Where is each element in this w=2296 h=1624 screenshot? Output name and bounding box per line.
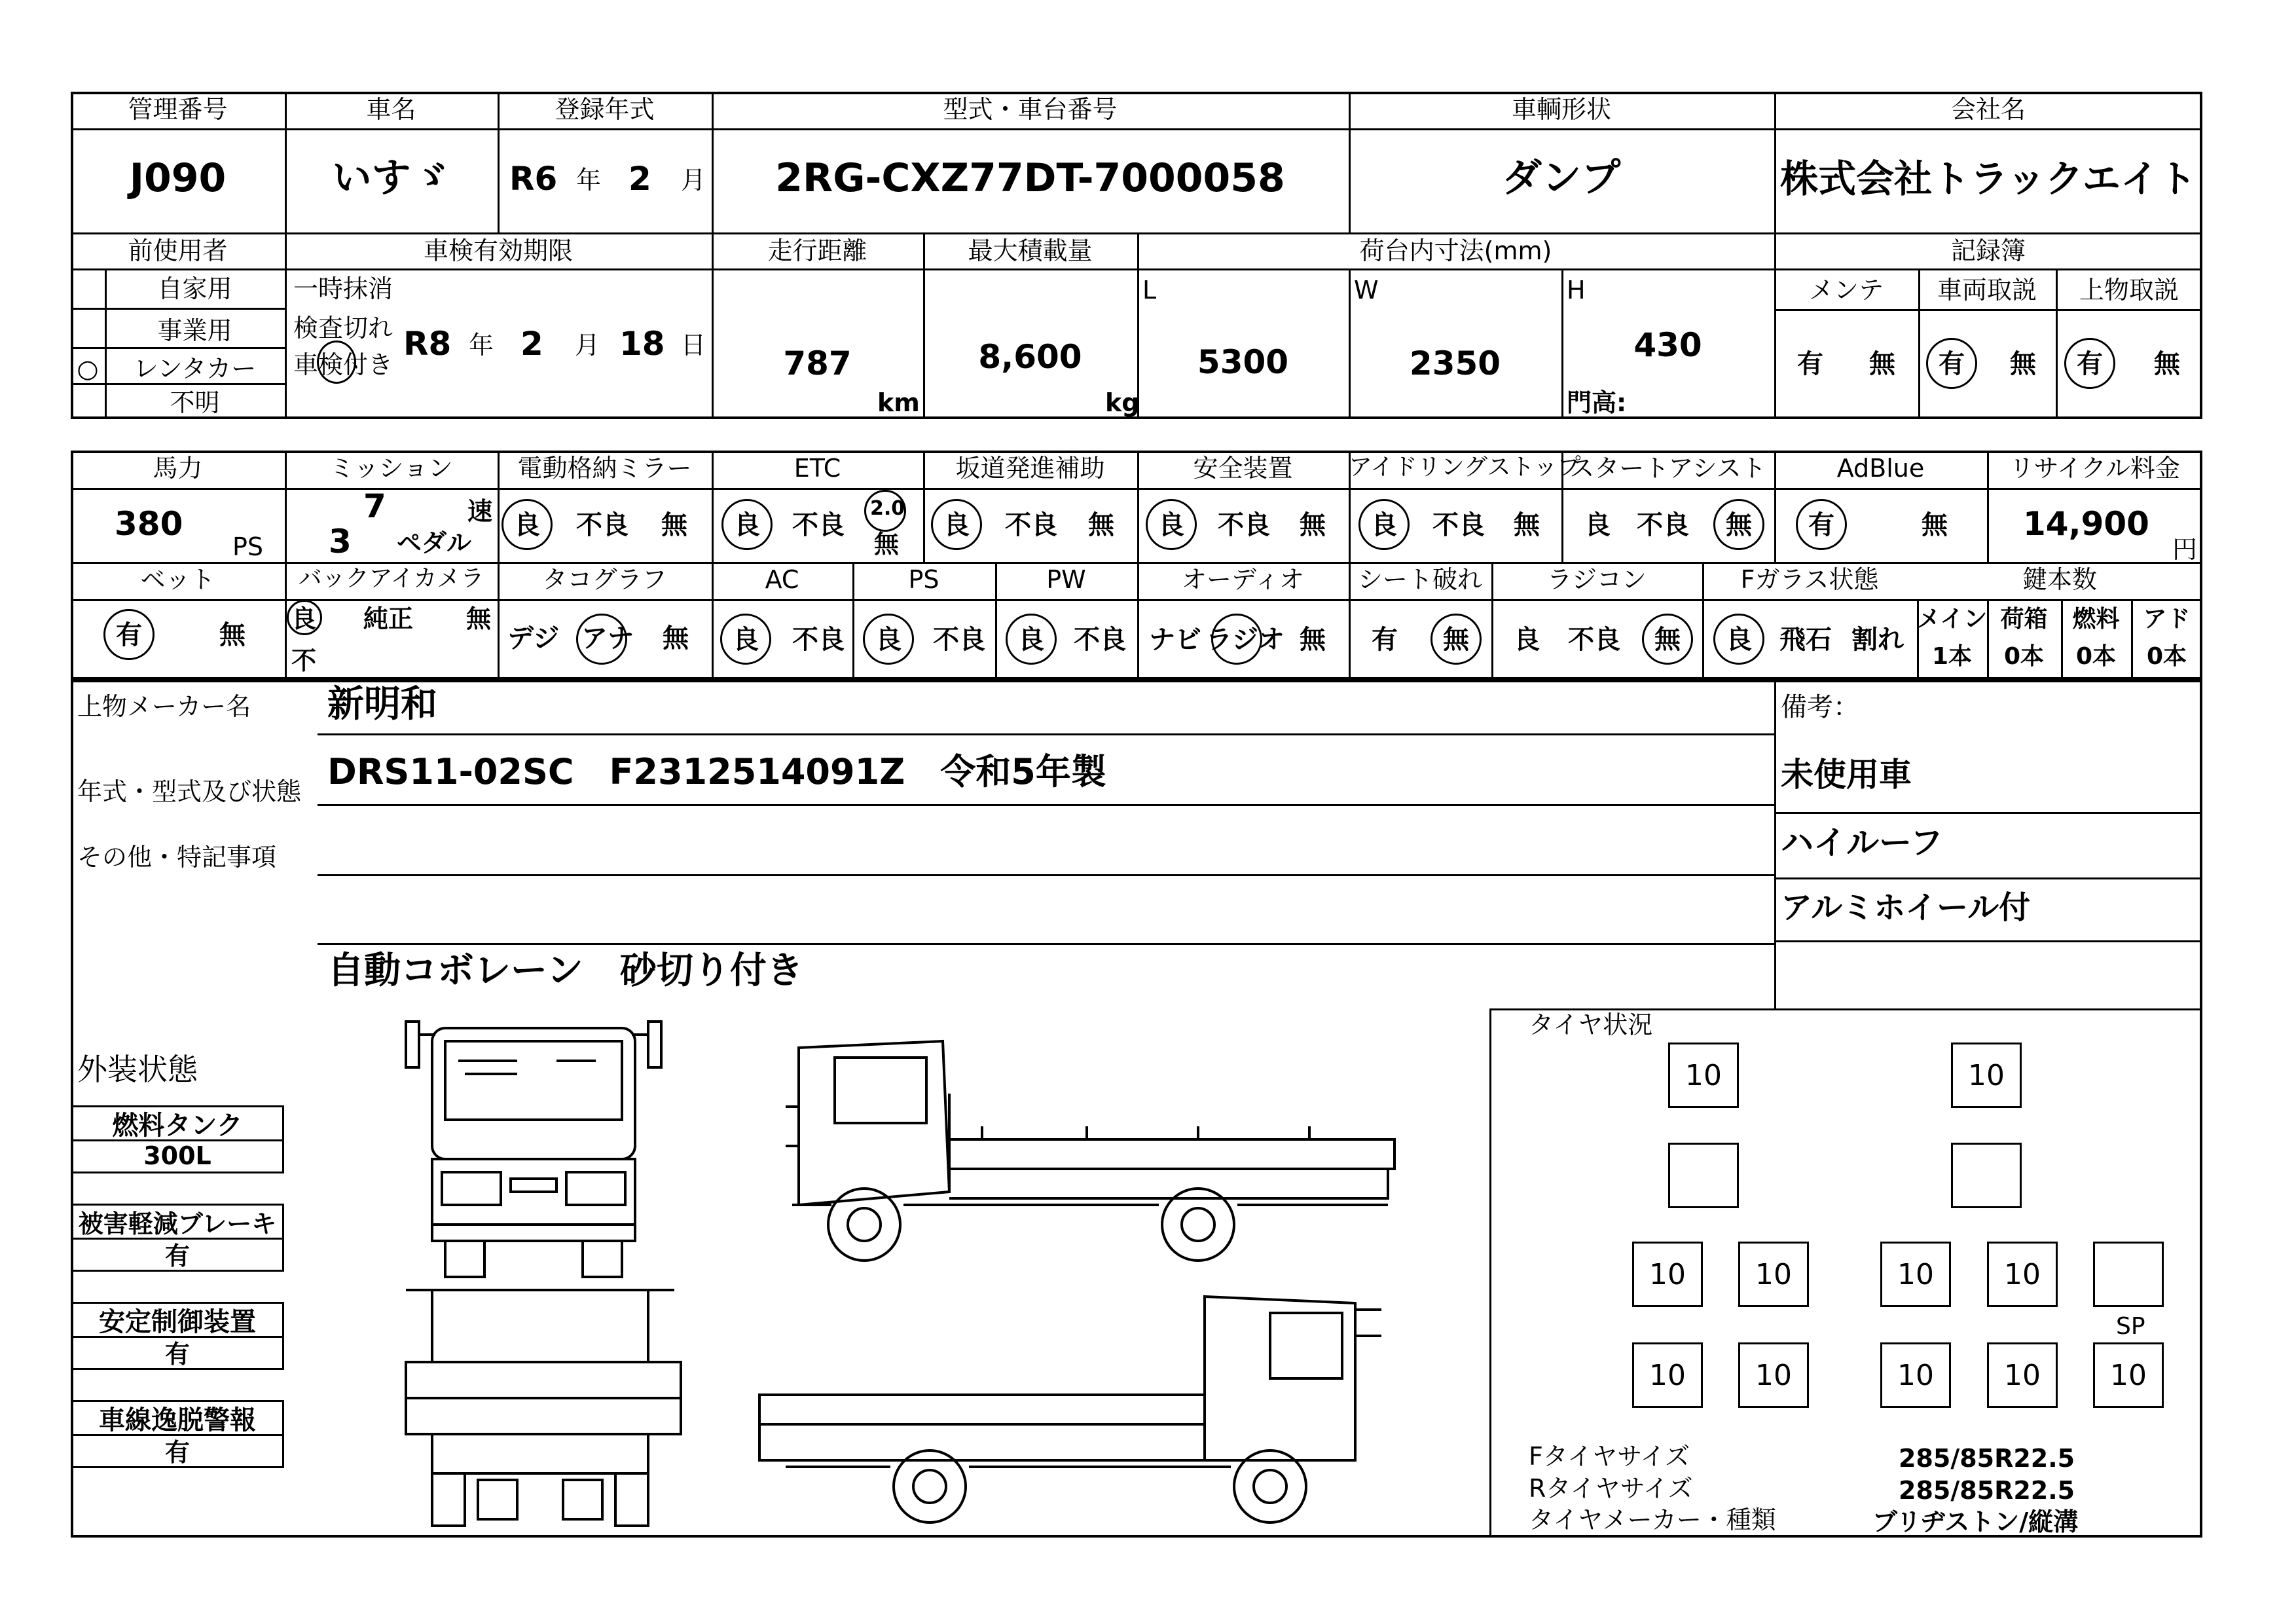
tire-rear1-3: 10 [1880,1242,1951,1307]
bed-H: 430 [1633,326,1702,364]
audio-radio: ラジオ [1206,625,1285,655]
key-main-count: 1本 [1931,643,1973,670]
shaken-circle [317,341,356,384]
mirror-good: 良 [514,510,540,540]
safety-good: 良 [1158,510,1184,540]
year-value: DRS11-02SC F2312514091Z 令和5年製 [327,751,1106,792]
key-main-name: メイン [1917,606,1988,633]
truck-front-view [393,1008,681,1283]
back-cam-none: 無 [466,604,492,633]
lane-label: 車線逸脱警報 [73,1402,282,1436]
speed-value: 7 [363,487,386,525]
recycle-unit: 円 [2172,535,2198,564]
brake-value: 有 [164,1242,190,1270]
fglass-crack: 割れ [1851,625,1904,655]
prev-user-rental: レンタカー [133,354,257,383]
truck-side-view-right [773,1028,1408,1270]
reg-era: R6 [509,160,558,198]
maint-label: メンテ [1808,276,1884,304]
body-manual-no: 無 [2154,349,2180,379]
maint-no: 無 [1869,349,1895,379]
f-size-value: 285/85R22.5 [1899,1444,2075,1473]
shaken-label: 車検有効期限 [423,236,573,265]
etc-none: 無 [874,530,900,559]
remark-2: ハイルーフ [1781,824,1943,862]
shaken-kirare: 検査切れ [293,314,393,342]
tire-rear1-2: 10 [1738,1242,1809,1307]
bed-W: 2350 [1409,344,1501,382]
etc-version: 2.0 [870,497,905,520]
tire-title: タイヤ状況 [1529,1010,1653,1039]
pedal-unit: ペダル [397,528,472,557]
prev-user-jikayou: 自家用 [157,274,232,303]
fuel-tank-label: 燃料タンク [73,1107,282,1141]
pw-label: PW [1046,565,1086,594]
tire-maker-value: ブリヂストン/縦溝 [1872,1507,2079,1536]
gate-label: 門高: [1567,388,1627,417]
seat-none: 無 [1443,625,1469,655]
company-label: 会社名 [1950,95,2026,124]
tire-rear1-5 [2093,1242,2164,1307]
recycle-value: 14,900 [2023,505,2149,543]
bed-L-label: L [1142,276,1157,304]
mirror-label: 電動格納ミラー [517,454,692,483]
prev-user-mark: ○ [77,354,99,383]
shape-value: ダンプ [1502,155,1621,201]
tire-rear1-1: 10 [1632,1242,1703,1307]
tire-rear1-4: 10 [1987,1242,2058,1307]
start-bad: 不良 [1637,510,1689,540]
reg-nen: 年 [576,166,602,194]
truck-rear-view [393,1283,694,1532]
seat-yes: 有 [1372,625,1398,655]
stability-label: 安定制御装置 [73,1304,282,1338]
mileage-label: 走行距離 [767,236,867,265]
other-label: その他・特記事項 [77,843,277,872]
company-value: 株式会社トラックエイト [1780,157,2196,201]
bed-L: 5300 [1197,343,1289,381]
shaken-hi: 日 [681,331,706,360]
tire-front-right: 10 [1951,1043,2022,1108]
shaken-month: 2 [520,325,543,363]
stability-value: 有 [164,1340,190,1369]
idle-none: 無 [1514,510,1540,540]
stability-box [71,1302,284,1370]
tire-rear2-3: 10 [1880,1342,1951,1408]
maint-yes: 有 [1797,349,1823,379]
remark-1: 未使用車 [1781,756,1912,794]
tacho-none: 無 [663,623,689,654]
shaken-tsuki: 車検付き [293,350,393,379]
fglass-good: 良 [1726,625,1752,655]
ac-bad: 不良 [792,625,845,655]
exterior-title: 外装状態 [77,1052,198,1087]
hill-good: 良 [943,510,970,540]
mirror-bad: 不良 [576,510,629,540]
hp-value: 380 [115,505,183,543]
mileage-value: 787 [783,344,852,382]
key-fuel-count: 0本 [2075,643,2117,670]
record-label: 記録簿 [1950,236,2026,265]
ps-label: PS [908,565,939,594]
safety-label: 安全装置 [1193,454,1293,483]
bed-none: 無 [219,620,246,650]
shaken-nen: 年 [469,331,494,360]
maker-label: 上物メーカー名 [77,692,251,721]
audio-none: 無 [1300,625,1326,655]
tacho-ana: アナ [581,623,634,654]
ac-label: AC [765,565,799,594]
etc-label: ETC [793,454,841,483]
etc-bad: 不良 [792,510,845,540]
kanri-value: J090 [129,155,227,201]
r-size-value: 285/85R22.5 [1899,1476,2075,1505]
year-label: 年式・型式及び状態 [77,777,302,806]
key-fuel-name: 燃料 [2072,606,2120,633]
back-cam-good: 良 [291,604,317,633]
note-value: 自動コボレーン 砂切り付き [327,950,803,992]
kanri-label: 管理番号 [128,95,228,124]
tire-rear2-1: 10 [1632,1342,1703,1408]
key-ad-count: 0本 [2146,643,2187,670]
ac-good: 良 [733,625,759,655]
load-unit: kg [1105,388,1140,417]
back-cam-label: バックアイカメラ [298,565,484,592]
veh-manual-label: 車両取説 [1937,276,2037,304]
model-label: 型式・車台番号 [943,95,1118,124]
recycle-label: リサイクル料金 [2009,454,2180,483]
key-ad-name: アド [2143,606,2191,633]
key-box-name: 荷箱 [2000,606,2048,633]
reg-label: 登録年式 [555,95,655,124]
speed-unit: 速 [467,497,493,526]
tire-sp-label: SP [2116,1313,2145,1340]
reg-month: 2 [629,160,651,198]
remarks-label: 備考： [1781,692,1859,722]
safety-bad: 不良 [1218,510,1270,540]
body-manual-yes: 有 [2077,349,2103,379]
brake-label: 被害軽減ブレーキ [73,1206,282,1240]
ps-good: 良 [875,625,902,655]
seat-label: シート破れ [1357,565,1482,594]
tire-rear2-4: 10 [1987,1342,2058,1408]
adblue-label: AdBlue [1836,454,1925,483]
keys-label: 鍵本数 [2022,565,2097,594]
tacho-label: タコグラフ [542,565,667,594]
reg-tsuki: 月 [681,166,706,194]
bed-W-label: W [1354,276,1379,304]
prev-user-jigyou: 事業用 [157,316,232,345]
back-cam-genuine: 純正 [363,604,414,633]
key-box-count: 0本 [2003,643,2045,670]
lane-box [71,1400,284,1468]
fuel-tank-box [71,1105,284,1173]
model-value: 2RG-CXZ77DT-7000058 [775,155,1285,201]
start-none: 無 [1726,510,1752,540]
tire-front-left: 10 [1668,1043,1739,1108]
hill-bad: 不良 [1005,510,1057,540]
adblue-yes: 有 [1808,510,1834,540]
truck-side-view-left [746,1283,1394,1532]
start-label: スタートアシスト [1569,454,1766,483]
prev-user-label: 前使用者 [128,236,228,265]
veh-manual-yes: 有 [1939,349,1965,379]
fuel-tank-value: 300L [143,1141,211,1170]
shape-label: 車輌形状 [1511,95,1611,124]
load-value: 8,600 [978,338,1082,376]
shaken-tsuki-label: 月 [575,331,600,360]
bed-sleeper-label: ベット [140,565,215,594]
start-good: 良 [1584,510,1611,540]
shaken-day: 18 [619,325,665,363]
idle-good: 良 [1371,510,1397,540]
name-value: いすゞ [332,155,450,201]
pedal-value: 3 [329,523,352,561]
brake-box [71,1204,284,1272]
shaken-era: R8 [403,325,452,363]
load-label: 最大積載量 [968,236,1093,265]
idle-bad: 不良 [1432,510,1485,540]
remark-3: アルミホイール付 [1781,889,2031,926]
name-label: 車名 [366,95,416,124]
mission-label: ミッション [329,454,453,483]
tire-mid-left [1668,1143,1739,1208]
pw-bad: 不良 [1074,625,1126,655]
idle-label: アイドリングストップ [1349,454,1581,481]
hp-label: 馬力 [153,454,203,483]
back-cam-fu: 不 [291,646,317,675]
body-manual-label: 上物取説 [2079,276,2179,304]
etc-good: 良 [734,510,760,540]
hp-unit: PS [232,532,264,561]
mileage-unit: km [877,388,920,417]
f-size-label: Fタイヤサイズ [1529,1442,1690,1471]
bed-label: 荷台内寸法(mm) [1359,236,1552,265]
lane-value: 有 [164,1438,190,1467]
radio-bad: 不良 [1568,625,1620,655]
tire-maker-label: タイヤメーカー・種類 [1529,1505,1776,1534]
veh-manual-no: 無 [2010,349,2036,379]
fglass-label: Fガラス状態 [1740,565,1879,594]
tire-mid-right [1951,1143,2022,1208]
r-size-label: Rタイヤサイズ [1529,1474,1693,1503]
fglass-chip: 飛石 [1779,625,1832,655]
pw-good: 良 [1018,625,1044,655]
shaken-ichiji: 一時抹消 [293,274,393,303]
hill-none: 無 [1088,510,1114,540]
audio-navi: ナビ [1149,625,1201,655]
audio-label: オーディオ [1182,565,1304,594]
safety-none: 無 [1300,510,1326,540]
radio-good: 良 [1514,625,1540,655]
hill-label: 坂道発進補助 [955,454,1105,483]
radio-label: ラジコン [1546,565,1647,594]
mirror-none: 無 [661,510,687,540]
bed-H-label: H [1567,276,1586,304]
maker-value: 新明和 [327,683,437,726]
tacho-digi: デジ [507,623,560,654]
bed-yes: 有 [116,620,142,650]
tire-rear2-2: 10 [1738,1342,1809,1408]
prev-user-unknown: 不明 [170,388,220,417]
tire-spare: 10 [2093,1342,2164,1408]
ps-bad: 不良 [933,625,985,655]
adblue-none: 無 [1922,510,1948,540]
radio-none: 無 [1654,625,1681,655]
